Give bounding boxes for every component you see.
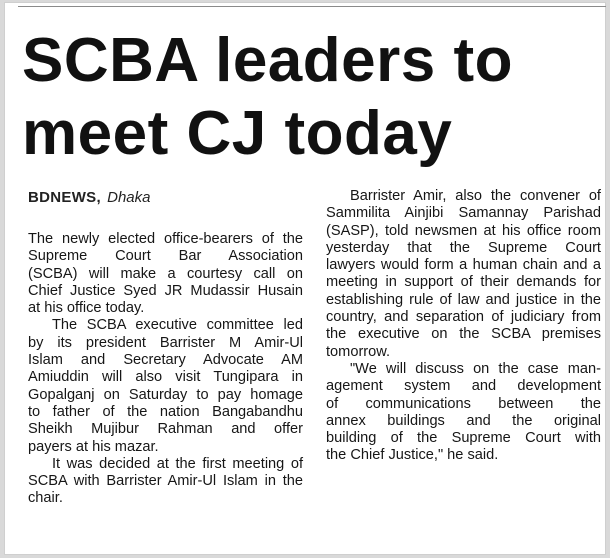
text-line: tomorrow. bbox=[326, 343, 391, 360]
text-line: It was decided at the first meeting of bbox=[52, 455, 303, 472]
right-column bbox=[326, 188, 601, 465]
text-line: building of the Supreme Court with bbox=[326, 430, 601, 447]
text-line: The SCBA executive committee led bbox=[52, 317, 303, 334]
text-line: (SCBA) will make a courtesy call on bbox=[28, 265, 303, 282]
text-line: to father of the nation Bangabandhu bbox=[28, 403, 303, 420]
top-rule bbox=[18, 6, 606, 7]
text-line: Amiuddin will also visit Tungipara in bbox=[28, 369, 303, 386]
text-line: Chief Justice Syed JR Mudassir Husain bbox=[28, 282, 303, 299]
text-line: the Chief Justice," he said. bbox=[326, 447, 499, 464]
newspaper-clipping bbox=[4, 2, 606, 555]
byline bbox=[28, 188, 150, 208]
text-line: Islam and Secretary Advocate AM bbox=[28, 352, 303, 369]
text-line: annex buildings and the original bbox=[326, 412, 601, 429]
headline-line-1: SCBA leaders to bbox=[22, 26, 513, 95]
text-line: by its president Barrister M Amir-Ul bbox=[28, 334, 303, 351]
text-line: agement system and development bbox=[326, 378, 601, 395]
text-line: Sheikh Mujibur Rahman and offer bbox=[28, 421, 303, 438]
text-line: Gopalganj on Saturday to pay homage bbox=[28, 386, 303, 403]
text-line: meeting in support of their demands for bbox=[326, 274, 601, 291]
text-line: at his office today. bbox=[28, 300, 145, 317]
headline bbox=[22, 24, 597, 170]
text-line: Barrister Amir, also the convener of bbox=[350, 188, 601, 204]
text-line: lawyers would form a human chain and a bbox=[326, 257, 601, 274]
text-line: chair. bbox=[28, 490, 63, 507]
headline-line-2: meet CJ today bbox=[22, 99, 453, 168]
text-line: SCBA with Barrister Amir-Ul Islam in the bbox=[28, 473, 303, 490]
text-line: Sammilita Ainjibi Samannay Parishad bbox=[326, 205, 601, 222]
text-line: (SASP), told newsmen at his office room bbox=[326, 222, 601, 239]
byline-dateline: Dhaka bbox=[107, 189, 151, 206]
text-line: of communications between the bbox=[326, 395, 601, 412]
byline-agency: BDNEWS, bbox=[28, 189, 101, 206]
text-line: Supreme Court Bar Association bbox=[28, 248, 303, 265]
left-column bbox=[28, 231, 303, 508]
text-line: yesterday that the Supreme Court bbox=[326, 239, 601, 256]
text-line: "We will discuss on the case man- bbox=[350, 360, 601, 377]
text-line: the executive on the SCBA premises bbox=[326, 326, 601, 343]
text-line: The newly elected office-bearers of the bbox=[28, 231, 303, 247]
text-line: establishing rule of law and justice in the bbox=[326, 291, 601, 308]
text-line: payers at his mazar. bbox=[28, 438, 159, 455]
text-line: country, and separation of judiciary from bbox=[326, 309, 601, 326]
